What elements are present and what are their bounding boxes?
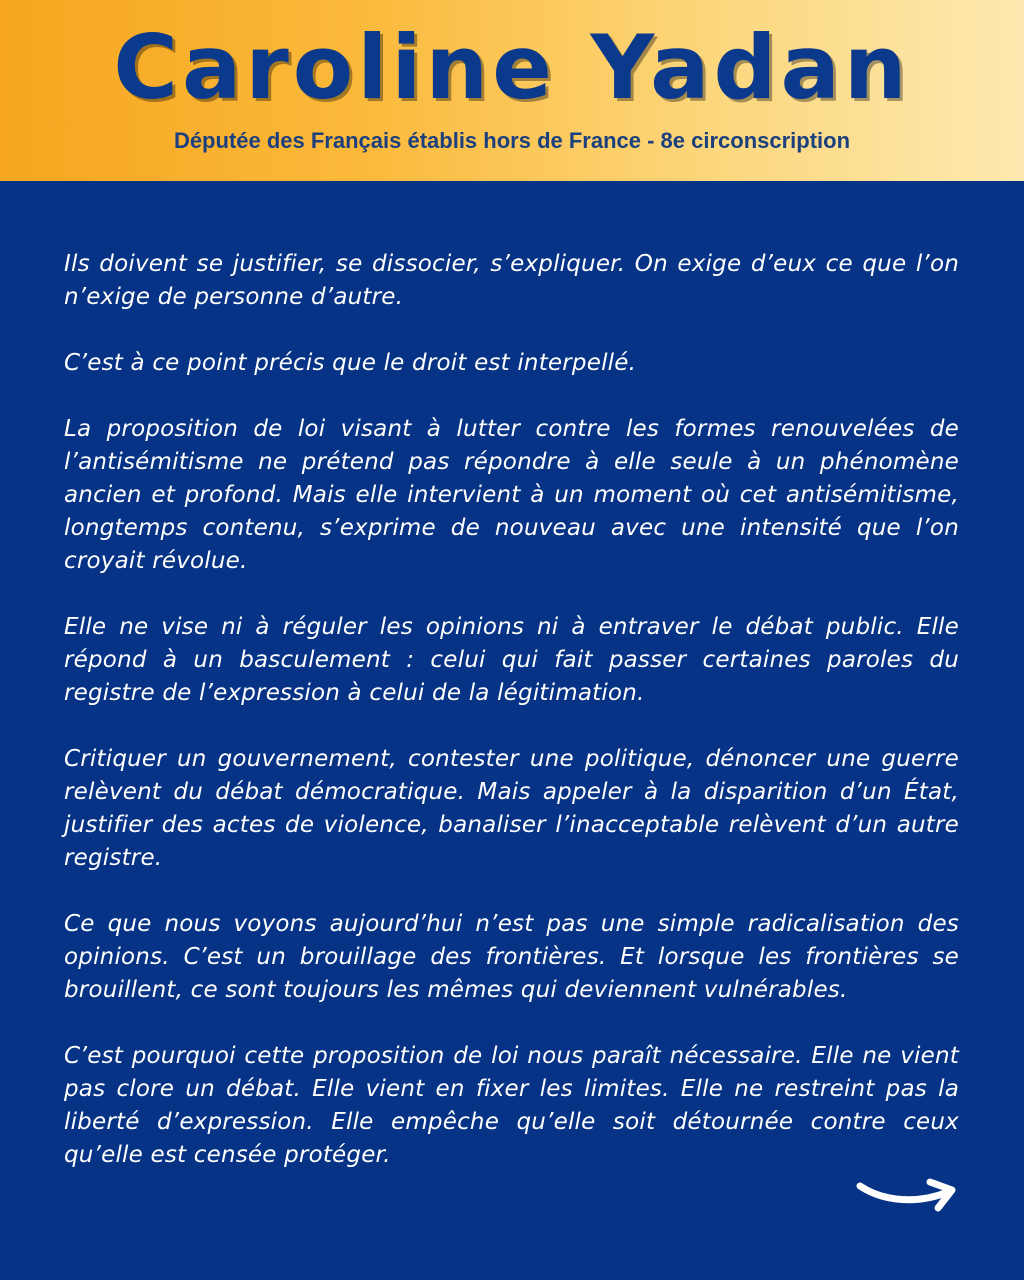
paragraph-5: Critiquer un gouvernement, contester une politique, dénoncer une guerre relèvent du débat démocratique. Mais appeler à la disparition d’un État, justifier des actes de violence, banaliser l’inacceptable relèvent d’un autre registre.	[64, 746, 959, 871]
body-text	[64, 248, 959, 1205]
paragraph-1: Ils doivent se justifier, se dissocier, s’expliquer. On exige d’eux ce que l’on n’exige de personne d’autre.	[64, 251, 959, 310]
paragraph-2: C’est à ce point précis que le droit est interpellé.	[64, 350, 637, 376]
paragraph-6: Ce que nous voyons aujourd’hui n’est pas une simple radicalisation des opinions. C’est un brouillage des frontières. Et lorsque les frontières se brouillent, ce sont toujours les mêmes qui deviennent vulnérables.	[64, 911, 959, 1003]
author-subtitle: Députée des Français établis hors de France - 8e circonscription	[173, 128, 851, 153]
author-name: Caroline Yadan	[113, 16, 911, 119]
paragraph-4: Elle ne vise ni à réguler les opinions ni à entraver le débat public. Elle répond à un basculement : celui qui fait passer certaines paroles du registre de l’expression à celui de la légitimation.	[64, 614, 959, 706]
header-banner	[0, 0, 1024, 181]
curved-arrow-right-icon[interactable]	[856, 1172, 960, 1216]
paragraph-3: La proposition de loi visant à lutter contre les formes renouvelées de l’antisémitisme ne prétend pas répondre à elle seule à un phénomène ancien et profond. Mais elle intervient à un moment où cet antisémitisme, longtemps contenu, s’exprime de nouveau avec une intensité que l’on croyait révolue.	[64, 416, 959, 574]
paragraph-7: C’est pourquoi cette proposition de loi nous paraît nécessaire. Elle ne vient pas clore un débat. Elle vient en fixer les limites. Elle ne restreint pas la liberté d’expression. Elle empêche qu’elle soit détournée contre ceux qu’elle est censée protéger.	[64, 1043, 959, 1168]
